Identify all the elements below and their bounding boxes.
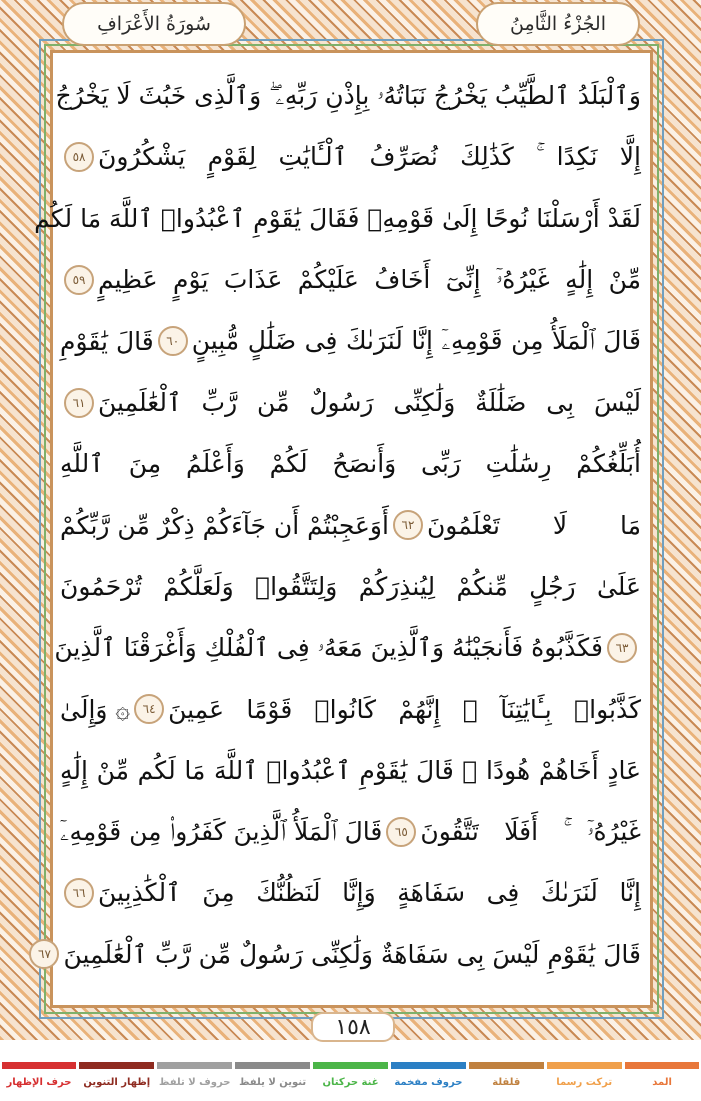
verse-text: عَادٍ أَخَاهُمْ هُودًا ۗ قَالَ يَٰقَوْمِ ٱعْبُدُوا۟ ٱللَّهَ مَا لَكُم مِّنْ إِلَٰهٍ — [60, 755, 641, 785]
verse-text: غَيْرُهُۥٓ ۚ أَفَلَا تَتَّقُونَ — [420, 816, 641, 846]
ayah-number-marker: ٥٨ — [64, 142, 94, 172]
legend-item — [0, 1062, 78, 1101]
verse-text: كَذَّبُوا۟ بِـَٔايَٰتِنَآ ۚ إِنَّهُمْ كَانُوا۟ قَوْمًا عَمِينَ — [168, 694, 641, 724]
ayah-number-marker: ٦١ — [64, 388, 94, 418]
ayah-number-marker: ٦٧ — [29, 939, 59, 969]
verse-line — [60, 742, 641, 798]
page-number: ١٥٨ — [311, 1012, 395, 1042]
verse-text: لَيْسَ بِى ضَلَٰلَةٌ وَلَٰكِنِّى رَسُولٌ مِّن رَّبِّ ٱلْعَٰلَمِينَ — [98, 388, 641, 417]
verse-line — [60, 497, 641, 553]
verse-line — [60, 436, 641, 492]
verse-line — [60, 681, 641, 737]
legend-color-swatch — [235, 1062, 310, 1069]
verse-continuation: قَالَ ٱلْمَلَأُ ٱلَّذِينَ كَفَرُوا۟ مِن قَوْمِهِۦٓ — [60, 816, 383, 846]
verse-text: إِلَّا نَكِدًا ۚ كَذَٰلِكَ نُصَرِّفُ ٱلْـَٔايَٰتِ لِقَوْمٍ يَشْكُرُونَ — [98, 142, 641, 172]
juz-badge — [476, 2, 640, 46]
verse-text: إِنَّا لَنَرَىٰكَ فِى سَفَاهَةٍ وَإِنَّا لَنَظُنُّكَ مِنَ ٱلْكَٰذِبِينَ — [98, 878, 641, 908]
legend-item — [623, 1062, 701, 1101]
verse-text: مَا لَا تَعْلَمُونَ — [426, 510, 641, 540]
surah-badge — [62, 2, 246, 46]
ayah-number-marker: ٦٦ — [64, 878, 94, 908]
legend-item — [156, 1062, 234, 1101]
legend-label: حرف الإظهار — [6, 1077, 72, 1088]
verse-text: عَلَىٰ رَجُلٍ مِّنكُمْ لِيُنذِرَكُمْ وَلِتَتَّقُوا۟ وَلَعَلَّكُمْ تُرْحَمُونَ — [60, 571, 641, 601]
verse-line — [60, 558, 641, 614]
legend-color-swatch — [79, 1062, 154, 1069]
verse-line — [38, 926, 641, 982]
legend-label: حروف مفخمة — [394, 1077, 463, 1088]
legend-label: إظهار التنوين — [83, 1077, 151, 1088]
verse-continuation: ۞ وَإِلَىٰ — [60, 694, 131, 724]
ayah-number-marker: ٦٠ — [158, 326, 188, 356]
legend-label: تركت رسما — [556, 1077, 613, 1088]
verse-text: قَالَ ٱلْمَلَأُ مِن قَوْمِهِۦٓ إِنَّا لَنَرَىٰكَ فِى ضَلَٰلٍ مُّبِينٍ — [191, 326, 641, 356]
legend-label: غنة حركتان — [322, 1077, 379, 1088]
legend-color-swatch — [313, 1062, 388, 1069]
verse-text: قَالَ يَٰقَوْمِ لَيْسَ بِى سَفَاهَةٌ وَلَٰكِنِّى رَسُولٌ مِّن رَّبِّ ٱلْعَٰلَمِينَ — [63, 939, 641, 969]
verse-line — [60, 252, 641, 308]
verse-continuation: أَوَعَجِبْتُمْ أَن جَآءَكُمْ ذِكْرٌ مِّن رَّبِّكُمْ — [60, 510, 389, 540]
legend-color-swatch — [469, 1062, 544, 1069]
verse-line — [60, 865, 641, 921]
verse-line — [54, 620, 641, 676]
juz-title: الجُزْءُ الثَّامِنُ — [509, 13, 607, 35]
verse-line — [60, 129, 641, 185]
ayah-number-marker: ٥٩ — [64, 265, 94, 295]
verse-line — [34, 191, 641, 247]
tajweed-legend — [0, 1062, 701, 1101]
legend-label: تنوين لا يلفظ — [239, 1077, 307, 1088]
verse-line — [60, 313, 641, 369]
verse-line — [60, 375, 641, 431]
ayah-number-marker: ٦٥ — [386, 817, 416, 847]
quran-text-area — [34, 68, 641, 988]
legend-label: المد — [652, 1077, 672, 1088]
legend-color-swatch — [2, 1062, 77, 1069]
verse-text: لَقَدْ أَرْسَلْنَا نُوحًا إِلَىٰ قَوْمِهِۦ فَقَالَ يَٰقَوْمِ ٱعْبُدُوا۟ ٱللَّهَ مَا لَكُم — [34, 204, 641, 234]
ayah-number-marker: ٦٤ — [134, 694, 164, 724]
legend-item — [389, 1062, 467, 1101]
verse-text: فَكَذَّبُوهُ فَأَنجَيْنَٰهُ وَٱلَّذِينَ مَعَهُۥ فِى ٱلْفُلْكِ وَأَغْرَقْنَا ٱلَّذِينَ — [54, 632, 603, 662]
verse-line — [55, 68, 641, 124]
legend-item — [78, 1062, 156, 1101]
surah-title: سُورَةُ الأَعْرَافِ — [97, 13, 211, 35]
ayah-number-marker: ٦٢ — [393, 510, 423, 540]
ayah-number-marker: ٦٣ — [607, 633, 637, 663]
legend-item — [312, 1062, 390, 1101]
verse-continuation: قَالَ يَٰقَوْمِ — [60, 326, 154, 356]
legend-item — [545, 1062, 623, 1101]
legend-label: حروف لا تلفظ — [159, 1077, 231, 1088]
verse-text: مِّنْ إِلَٰهٍ غَيْرُهُۥٓ إِنِّىٓ أَخَافُ عَلَيْكُمْ عَذَابَ يَوْمٍ عَظِيمٍ — [98, 264, 641, 294]
legend-color-swatch — [391, 1062, 466, 1069]
legend-color-swatch — [547, 1062, 622, 1069]
legend-label: قلقلة — [492, 1077, 521, 1088]
verse-text: وَٱلْبَلَدُ ٱلطَّيِّبُ يَخْرُجُ نَبَاتُهُۥ بِإِذْنِ رَبِّهِۦ ۖ وَٱلَّذِى خَبُثَ لَا يَخْرُجُ — [55, 81, 641, 110]
verse-text: أُبَلِّغُكُمْ رِسَٰلَٰتِ رَبِّى وَأَنصَحُ لَكُمْ وَأَعْلَمُ مِنَ ٱللَّهِ — [60, 449, 641, 479]
verse-line — [60, 804, 641, 860]
legend-item — [234, 1062, 312, 1101]
legend-color-swatch — [157, 1062, 232, 1069]
legend-color-swatch — [625, 1062, 700, 1069]
legend-item — [467, 1062, 545, 1101]
